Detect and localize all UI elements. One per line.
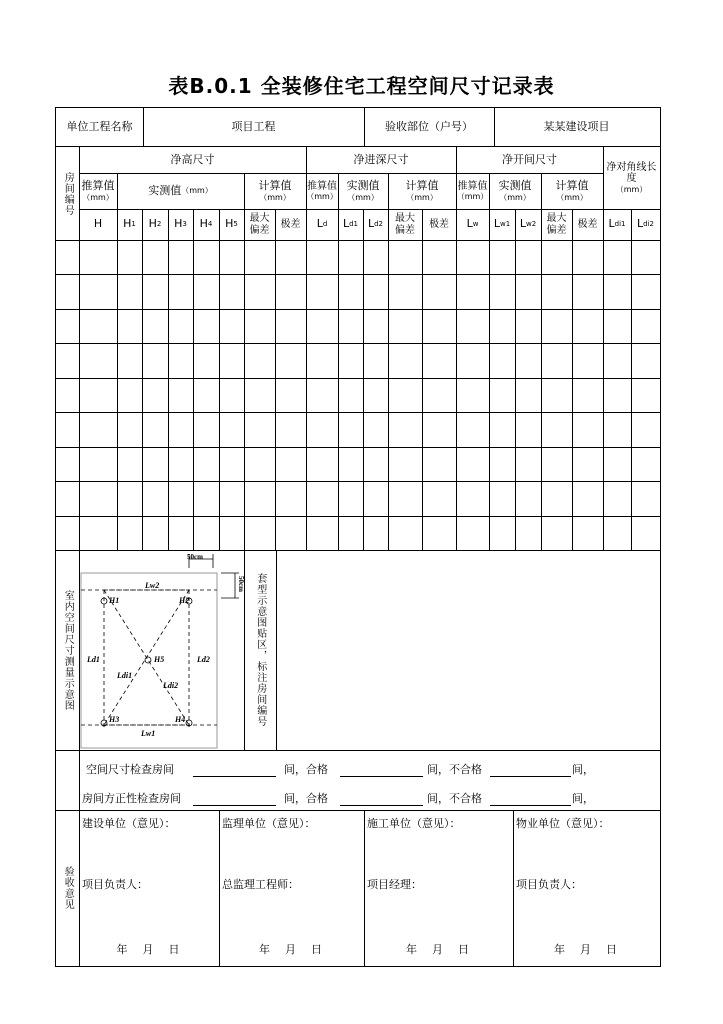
height-computed-label: 计算值	[258, 179, 292, 193]
table-border-right	[660, 107, 661, 967]
col-depth-maxdev: 最大偏差	[395, 213, 415, 236]
diagonal-header	[603, 147, 660, 209]
grid-line-h	[55, 309, 661, 310]
col-H1-sub: 1	[131, 220, 136, 229]
height-measured-unit: （mm）	[181, 186, 213, 196]
col-H5-main: H	[225, 217, 234, 231]
summary-line-1-pass[interactable]	[340, 776, 423, 777]
col-height-range: 极差	[280, 218, 301, 230]
col-H2	[142, 209, 168, 240]
grid-line-v	[422, 209, 423, 551]
summary-line-2-pass-label: 间，合格	[284, 791, 328, 805]
col-H2-sub: 2	[156, 220, 162, 229]
acceptance-person-3: 项目负责人：	[516, 877, 582, 891]
col-H3-main: H	[174, 217, 183, 231]
acceptance-person-0: 项目负责人：	[82, 877, 148, 891]
label-lw1: Lw1	[141, 729, 156, 738]
col-Ld2-main: L	[367, 217, 375, 231]
col-Ld-main: L	[316, 217, 323, 231]
grid-line-v	[363, 209, 364, 551]
diagonal-header-label: 净对角线长度	[606, 161, 657, 185]
grid-line-v	[631, 209, 632, 551]
acceptance-opinion-3: 物业单位（意见）：	[516, 816, 610, 830]
summary-line-2-pass[interactable]	[340, 805, 423, 806]
col-Ld1	[338, 209, 363, 240]
acceptance-part-value: 某某建设项目	[543, 119, 610, 133]
depth-calc-label: 推算值	[307, 180, 337, 192]
height-computed-unit: （mm）	[259, 192, 291, 202]
col-Lw1-sub: w1	[499, 220, 511, 229]
width-calc-header	[456, 173, 489, 209]
summary-line-1-count[interactable]	[193, 776, 276, 777]
diagonal-header-unit: （mm）	[615, 184, 648, 194]
grid-line-v	[276, 550, 277, 751]
col-H4	[193, 209, 219, 240]
diagram-side-label: 室内空间尺寸测量示意图	[62, 589, 74, 711]
col-H3-sub: 3	[182, 220, 187, 229]
table-border-bottom	[55, 966, 661, 967]
depth-calc-header	[306, 173, 338, 209]
label-h2: H2	[179, 596, 190, 605]
diagram-note: 套型示意图贴区，标注房间编号	[254, 573, 266, 727]
unit-project-value: 项目工程	[231, 119, 276, 133]
height-measured-header	[117, 173, 244, 209]
col-width-maxdev: 最大偏差	[546, 213, 567, 236]
col-H1	[117, 209, 142, 240]
col-Lw2	[515, 209, 541, 240]
grid-line-v	[515, 209, 516, 551]
acceptance-date-1: 年 月 日	[259, 942, 324, 956]
depth-computed-header	[388, 173, 456, 209]
col-Ldi1-sub: di1	[614, 220, 626, 229]
net-width-header: 净开间尺寸	[502, 152, 557, 166]
col-H3	[168, 209, 193, 240]
label-ld1: Ld1	[87, 655, 100, 664]
col-Ldi2-main: L	[637, 217, 644, 231]
unit-project-label: 单位工程名称	[66, 119, 133, 133]
depth-measured-header	[338, 173, 388, 209]
col-depth-range: 极差	[429, 218, 449, 230]
grid-line-h	[55, 481, 661, 482]
grid-line-h	[55, 240, 661, 241]
col-H4-sub: 4	[207, 220, 213, 229]
width-measured-header	[489, 173, 541, 209]
col-Ld2	[363, 209, 388, 240]
grid-line-v	[219, 810, 220, 967]
col-Lw-main: L	[466, 217, 473, 231]
label-ldi2: Ldi2	[163, 681, 179, 690]
height-computed-header	[244, 173, 306, 209]
width-calc-label: 推算值	[457, 180, 488, 192]
summary-line-2	[82, 789, 202, 809]
depth-calc-unit: （mm）	[306, 192, 338, 202]
acceptance-person-2: 项目经理：	[367, 877, 422, 891]
depth-computed-label: 计算值	[405, 179, 439, 193]
acceptance-opinion-1: 监理单位（意见）：	[222, 816, 316, 830]
grid-line-h	[55, 810, 661, 811]
label-h3: H3	[109, 715, 120, 724]
col-H: H	[93, 217, 103, 231]
depth-computed-unit: （mm）	[406, 192, 438, 202]
col-Lw1	[489, 209, 515, 240]
label-h4: H4	[175, 715, 186, 724]
height-calc-unit: （mm）	[82, 192, 114, 202]
width-computed-label: 计算值	[555, 179, 589, 193]
label-ldi1: Ldi1	[117, 671, 133, 680]
col-H5	[219, 209, 244, 240]
label-h5: H5	[154, 655, 165, 664]
col-Lw1-main: L	[493, 217, 500, 231]
width-measured-unit: （mm）	[499, 192, 531, 202]
summary-line-2-fail-label: 间，不合格	[427, 791, 482, 805]
net-depth-header: 净进深尺寸	[353, 152, 409, 166]
grid-line-h	[55, 412, 661, 413]
summary-line-1	[86, 760, 656, 780]
room-measurement-diagram	[79, 550, 244, 750]
acceptance-date-2: 年 月 日	[406, 942, 471, 956]
dim-50cm-h: 50cm	[187, 553, 203, 561]
label-ld2: Ld2	[197, 655, 210, 664]
height-measured-label: 实测值	[148, 183, 182, 197]
summary-line-1-end: 间，	[572, 762, 594, 776]
col-Ld	[306, 209, 338, 240]
summary-line-1-pass-label: 间，合格	[284, 762, 328, 776]
col-Lw	[456, 209, 489, 240]
page-title: 表B.0.1 全装修住宅工程空间尺寸记录表	[168, 74, 555, 98]
grid-line-h	[55, 447, 661, 448]
col-Ldi2	[631, 209, 660, 240]
col-H4-main: H	[199, 217, 208, 231]
summary-line-2-fail[interactable]	[490, 805, 571, 806]
width-computed-unit: （mm）	[556, 192, 588, 202]
summary-line-1-fail-label: 间，不合格	[427, 762, 482, 776]
summary-line-1-fail[interactable]	[490, 776, 571, 777]
grid-line-h	[55, 378, 661, 379]
col-Ld-sub: d	[322, 220, 328, 229]
acceptance-date-0: 年 月 日	[116, 942, 182, 956]
grid-line-v	[364, 810, 365, 967]
col-Lw2-main: L	[519, 217, 526, 231]
width-calc-unit: （mm）	[456, 192, 489, 202]
net-height-header: 净高尺寸	[170, 152, 215, 166]
grid-line-h	[55, 750, 661, 751]
col-Lw2-sub: w2	[525, 220, 537, 229]
col-Ld1-main: L	[342, 217, 350, 231]
label-h1: H1	[109, 596, 120, 605]
grid-line-v	[572, 209, 573, 551]
grid-line-h	[55, 516, 661, 517]
grid-line-v	[168, 209, 169, 551]
col-H1-main: H	[123, 217, 132, 231]
acceptance-date-3: 年 月 日	[554, 942, 619, 956]
summary-line-2-label: 房间方正性检查房间	[82, 791, 181, 805]
summary-line-2-count[interactable]	[193, 805, 276, 806]
room-no-header: 房间编号	[62, 171, 74, 216]
acceptance-part-label: 验收部位（户号）	[385, 119, 473, 133]
grid-line-h	[55, 343, 661, 344]
depth-measured-unit: （mm）	[347, 192, 379, 202]
col-height-maxdev: 最大偏差	[249, 213, 270, 236]
summary-line-1-label: 空间尺寸检查房间	[86, 762, 174, 776]
height-calc-label: 推算值	[81, 179, 115, 193]
depth-measured-label: 实测值	[346, 179, 380, 193]
grid-line-v	[193, 209, 194, 551]
grid-line-v	[513, 810, 514, 967]
acceptance-opinion-0: 建设单位（意见）：	[82, 816, 176, 830]
col-Ldi1	[603, 209, 631, 240]
col-Ldi2-sub: di2	[643, 220, 654, 229]
col-Ld1-sub: d1	[349, 220, 359, 229]
summary-line-2-end: 间，	[572, 791, 594, 805]
grid-line-h	[55, 274, 661, 275]
width-computed-header	[541, 173, 603, 209]
height-calc-header	[79, 173, 117, 209]
col-Ldi1-main: L	[608, 217, 615, 231]
label-lw2: Lw2	[145, 581, 160, 590]
grid-line-v	[142, 209, 143, 551]
grid-line-v	[275, 209, 276, 551]
dim-50cm-v: 50cm	[237, 576, 245, 592]
acceptance-opinion-2: 施工单位（意见）：	[367, 816, 461, 830]
point-h5	[145, 657, 151, 663]
acceptance-person-1: 总监理工程师：	[222, 877, 299, 891]
col-H5-sub: 5	[233, 220, 238, 229]
col-width-range: 极差	[577, 218, 598, 230]
acceptance-side-label: 验收意见	[62, 866, 74, 910]
col-Ld2-sub: d2	[374, 220, 384, 229]
grid-line-v	[219, 209, 220, 551]
col-Lw-sub: w	[472, 220, 479, 229]
width-measured-label: 实测值	[498, 179, 532, 193]
col-H2-main: H	[148, 217, 157, 231]
